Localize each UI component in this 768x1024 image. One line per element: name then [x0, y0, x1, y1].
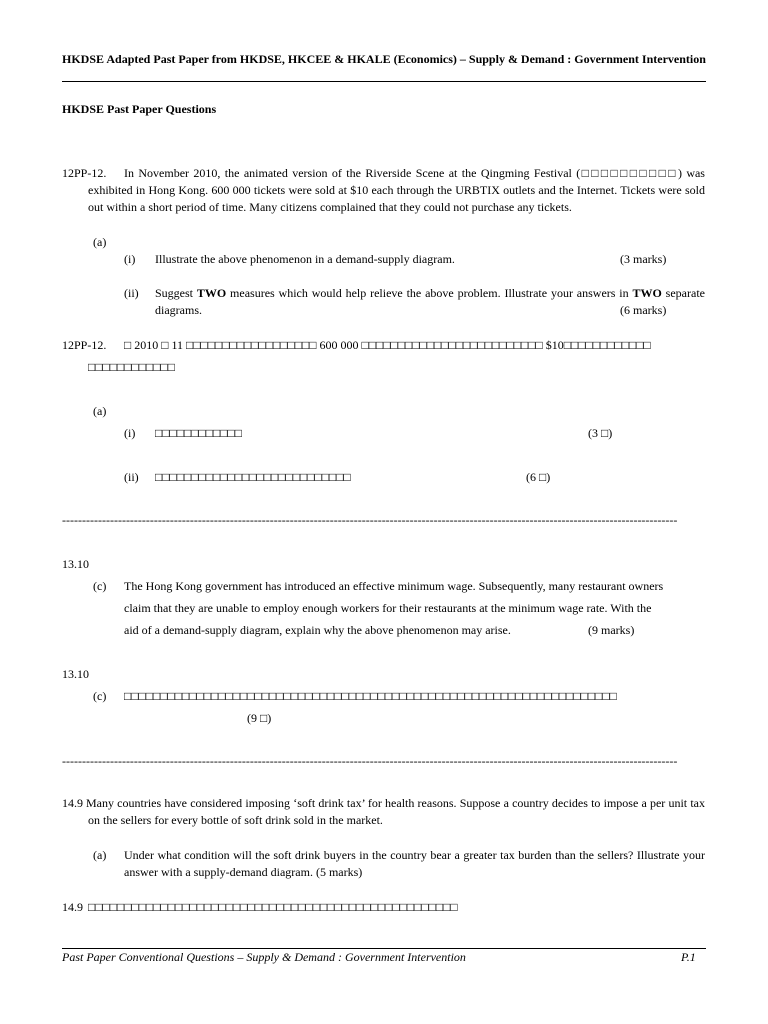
- q13-en-marks: (9 marks): [588, 623, 635, 637]
- q12-en-i-marks: (3 marks): [620, 252, 667, 266]
- q12-en-ii-bold-2: TWO: [632, 286, 662, 300]
- q13-cn-part: (c): [93, 689, 107, 703]
- q12-en-ii-label: (ii): [124, 286, 139, 300]
- q12-en-part-a: (a): [93, 235, 107, 249]
- q12-en-i-text: Illustrate the above phenomenon in a demand-supply diagram.: [155, 252, 455, 266]
- footer-page-number: P.1: [681, 950, 696, 964]
- q12-cn-ii-text: □□□□□□□□□□□□□□□□□□□□□□□□□□□: [155, 470, 351, 484]
- q12-cn-ii-marks: (6 □): [526, 470, 551, 484]
- q12-en-text-cn: □□□□□□□□□□: [580, 166, 678, 180]
- q12-en-ii-marks: (6 marks): [620, 303, 667, 317]
- q14-cn-text: □□□□□□□□□□□□□□□□□□□□□□□□□□□□□□□□□□□□□□□□□□□□□□□□□□□: [88, 900, 458, 914]
- q12-en-ii-text-2: measures which would help relieve the above problem. Illustrate your answers in: [226, 286, 633, 300]
- q14-en-text: [88, 795, 705, 829]
- q12-cn-line1: □ 2010 □ 11 □□□□□□□□□□□□□□□□□□ 600 000 □□□□□□□□□□□□□□□□□□□□□□□□□ $10□□□□□□□□□□□□: [124, 338, 651, 352]
- q13-en-number: 13.10: [62, 557, 89, 571]
- header-divider: [62, 81, 706, 82]
- q14-cn-number: 14.9: [62, 900, 83, 914]
- q12-en-ii-text-1: Suggest: [155, 286, 197, 300]
- q13-en-line2: claim that they are unable to employ enough workers for their restaurants at the minimum wage rate. With the: [124, 601, 652, 615]
- q12-cn-line2: □□□□□□□□□□□□: [88, 360, 175, 374]
- footer-title: Past Paper Conventional Questions – Supply & Demand : Government Intervention: [62, 950, 466, 964]
- section-divider-2: ----------------------------------------------------------------------------------------------------------------------------------------------------------: [62, 754, 678, 768]
- q12-en-ii-text-3: separate diagrams.: [155, 286, 705, 317]
- q13-cn-number: 13.10: [62, 667, 89, 681]
- q14-en-number: 14.9: [62, 796, 83, 810]
- q12-cn-ii-label: (ii): [124, 470, 139, 484]
- q12-cn-number: 12PP-12.: [62, 338, 107, 352]
- q12-en-text-b: ) was exhibited in Hong Kong. 600 000 tickets were sold at $10 each through the URBTIX outlets and the Internet. Tickets were sold out within a short period of time. Many citizens complained that they could not purchase any tickets.: [88, 166, 705, 214]
- q13-en-line1: The Hong Kong government has introduced an effective minimum wage. Subsequently, many restaurant owners: [124, 579, 664, 593]
- q12-cn-i-marks: (3 □): [588, 426, 613, 440]
- footer-divider: [62, 948, 706, 949]
- q12-cn-part-a: (a): [93, 404, 107, 418]
- q14-en-part-text: Under what condition will the soft drink buyers in the country bear a greater tax burden than the sellers? Illustrate your answer with a supply-demand diagram. (5 marks): [124, 848, 705, 879]
- q12-en-ii-bold-1: TWO: [196, 286, 227, 300]
- q12-cn-i-text: □□□□□□□□□□□□: [155, 426, 242, 440]
- q14-en-text-body: Many countries have considered imposing ‘soft drink tax’ for health reasons. Suppose a country decides to impose a per unit tax on the sellers for every bottle of soft drink sold in the market.: [86, 796, 705, 827]
- section-divider-1: ----------------------------------------------------------------------------------------------------------------------------------------------------------: [62, 513, 678, 527]
- q12-en-text-a: In November 2010, the animated version of the Riverside Scene at the Qingming Festival (: [124, 166, 581, 180]
- section-title: HKDSE Past Paper Questions: [62, 102, 217, 116]
- q13-cn-line1: □□□□□□□□□□□□□□□□□□□□□□□□□□□□□□□□□□□□□□□□□□□□□□□□□□□□□□□□□□□□□□□□□□□□: [124, 689, 617, 703]
- q12-en-i-label: (i): [124, 252, 136, 266]
- page-header-title: HKDSE Adapted Past Paper from HKDSE, HKCEE & HKALE (Economics) – Supply & Demand : Government Intervention: [62, 52, 706, 66]
- q12-en-text: [88, 165, 705, 216]
- q14-en-part: (a): [93, 848, 107, 862]
- q12-en-number: 12PP-12.: [62, 166, 107, 180]
- q13-en-line3: aid of a demand-supply diagram, explain why the above phenomenon may arise.: [124, 623, 511, 637]
- q12-cn-i-label: (i): [124, 426, 136, 440]
- q13-en-part: (c): [93, 579, 107, 593]
- q13-cn-marks: (9 □): [247, 711, 272, 725]
